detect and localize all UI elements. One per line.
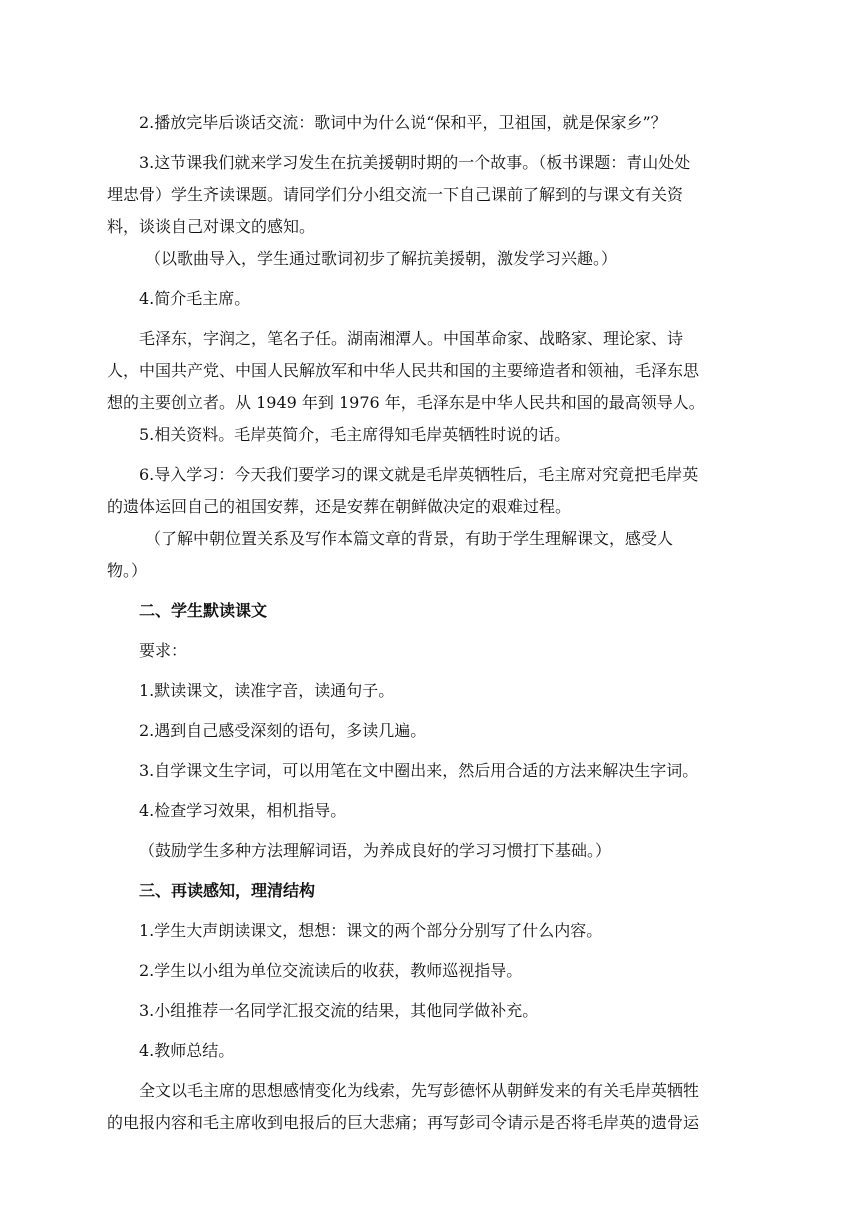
- text-line: 2.学生以小组为单位交流读后的收获，教师巡视指导。: [139, 961, 523, 980]
- list-item-1: [107, 915, 755, 947]
- paragraph-step-6: [107, 459, 755, 523]
- text-line: 埋忠骨）学生齐读课题。请同学们分小组交流一下自己课前了解到的与课文有关资: [107, 185, 684, 204]
- list-item-1: [107, 675, 755, 707]
- paragraph-step-2: [107, 107, 755, 139]
- text-line: （以歌曲导入，学生通过歌词初步了解抗美援朝，激发学习兴趣。）: [145, 249, 618, 268]
- paragraph-step-3: [107, 147, 755, 243]
- text-line: 的遗体运回自己的祖国安葬，还是安葬在朝鲜做决定的艰难过程。: [107, 497, 572, 516]
- text-line: 1.默读课文，读准字音，读通句子。: [139, 681, 395, 700]
- text-line: 4.简介毛主席。: [139, 289, 251, 308]
- text-line: 3.这节课我们就来学习发生在抗美援朝时期的一个故事。（板书课题：青山处处: [139, 153, 691, 172]
- paragraph-step-4: [107, 283, 755, 315]
- text-line: 4.检查学习效果，相机指导。: [139, 801, 347, 820]
- heading-text: 二、学生默读课文: [139, 601, 268, 620]
- text-line: 3.小组推荐一名同学汇报交流的结果，其他同学做补充。: [139, 1001, 539, 1020]
- paragraph-note-methods: [107, 835, 755, 867]
- text-line: 的电报内容和毛主席收到电报后的巨大悲痛；再写彭司令请示是否将毛岸英的遗骨运: [107, 1113, 700, 1132]
- section-heading-3: [107, 875, 755, 907]
- text-line: 2.播放完毕后谈话交流：歌词中为什么说“保和平，卫祖国，就是保家乡”？: [139, 113, 667, 132]
- text-line: （了解中朝位置关系及写作本篇文章的背景，有助于学生理解课文，感受人: [145, 529, 674, 548]
- text-line: 料，谈谈自己对课文的感知。: [107, 217, 316, 236]
- heading-text: 三、再读感知，理清结构: [139, 881, 316, 900]
- text-line: 6.导入学习：今天我们要学习的课文就是毛岸英牺牲后，毛主席对究竟把毛岸英: [139, 465, 699, 484]
- paragraph-requirements: [107, 635, 755, 667]
- paragraph-step-5: [107, 419, 755, 451]
- list-item-2: [107, 955, 755, 987]
- list-item-4: [107, 1035, 755, 1067]
- list-item-4: [107, 795, 755, 827]
- text-line: 2.遇到自己感受深刻的语句，多读几遍。: [139, 721, 427, 740]
- paragraph-note-background: [107, 523, 755, 587]
- text-line: 5.相关资料。毛岸英简介，毛主席得知毛岸英牺牲时说的话。: [139, 425, 571, 444]
- text-line: （鼓励学生多种方法理解词语，为养成良好的学习习惯打下基础。）: [139, 841, 612, 860]
- text-line: 3.自学课文生字词，可以用笔在文中圈出来，然后用合适的方法来解决生字词。: [139, 761, 699, 780]
- text-line: 想的主要创立者。从 1949 年到 1976 年，毛泽东是中华人民共和国的最高领导人。: [107, 393, 705, 412]
- text-line: 要求：: [139, 641, 188, 660]
- paragraph-summary: [107, 1075, 755, 1139]
- list-item-2: [107, 715, 755, 747]
- paragraph-mao-bio: [107, 323, 755, 419]
- text-line: 毛泽东，字润之，笔名子任。湖南湘潭人。中国革命家、战略家、理论家、诗: [139, 329, 684, 348]
- paragraph-note-song: [107, 243, 755, 275]
- list-item-3: [107, 995, 755, 1027]
- text-line: 物。）: [107, 561, 148, 580]
- section-heading-2: [107, 595, 755, 627]
- text-line: 4.教师总结。: [139, 1041, 235, 1060]
- text-line: 人，中国共产党、中国人民解放军和中华人民共和国的主要缔造者和领袖，毛泽东思: [107, 361, 700, 380]
- list-item-3: [107, 755, 755, 787]
- text-line: 1.学生大声朗读课文，想想：课文的两个部分分别写了什么内容。: [139, 921, 603, 940]
- text-line: 全文以毛主席的思想感情变化为线索，先写彭德怀从朝鲜发来的有关毛岸英牺牲: [139, 1081, 700, 1100]
